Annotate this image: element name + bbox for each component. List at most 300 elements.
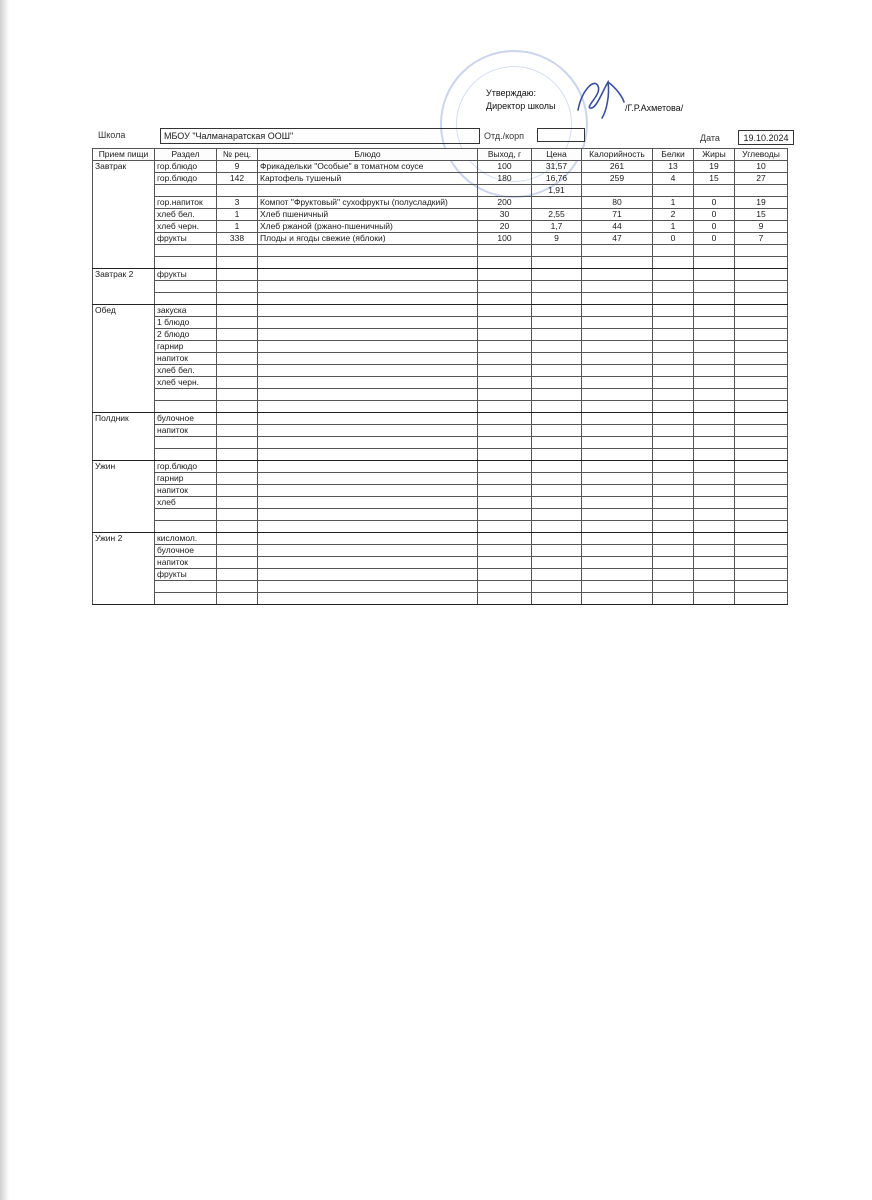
yield-cell <box>478 413 532 425</box>
table-row <box>93 437 788 449</box>
protein-cell <box>653 293 694 305</box>
fat-cell <box>694 377 735 389</box>
carbs-cell <box>735 521 788 533</box>
yield-cell <box>478 341 532 353</box>
fat-cell <box>694 509 735 521</box>
calories-cell: 259 <box>582 173 653 185</box>
menu-body <box>93 161 788 605</box>
recipe-cell <box>217 305 258 317</box>
protein-cell <box>653 305 694 317</box>
yield-cell: 100 <box>478 233 532 245</box>
scan-edge <box>0 0 9 1200</box>
section-cell: булочное <box>155 413 217 425</box>
section-cell: гор.напиток <box>155 197 217 209</box>
calories-cell <box>582 329 653 341</box>
protein-cell <box>653 269 694 281</box>
recipe-cell <box>217 449 258 461</box>
dish-cell <box>258 389 478 401</box>
carbs-cell <box>735 401 788 413</box>
calories-cell <box>582 341 653 353</box>
dish-cell <box>258 365 478 377</box>
col-header-protein: Белки <box>653 149 694 161</box>
section-cell <box>155 593 217 605</box>
price-cell <box>532 305 582 317</box>
carbs-cell <box>735 353 788 365</box>
protein-cell <box>653 281 694 293</box>
price-cell <box>532 329 582 341</box>
protein-cell: 4 <box>653 173 694 185</box>
fat-cell <box>694 569 735 581</box>
fat-cell <box>694 281 735 293</box>
price-cell: 9 <box>532 233 582 245</box>
recipe-cell <box>217 353 258 365</box>
recipe-cell <box>217 401 258 413</box>
table-row <box>93 545 788 557</box>
price-cell <box>532 317 582 329</box>
dish-cell <box>258 425 478 437</box>
protein-cell <box>653 437 694 449</box>
fat-cell <box>694 449 735 461</box>
col-header-meal: Прием пищи <box>93 149 155 161</box>
table-row <box>93 377 788 389</box>
carbs-cell <box>735 449 788 461</box>
fat-cell <box>694 341 735 353</box>
protein-cell: 1 <box>653 221 694 233</box>
yield-cell <box>478 353 532 365</box>
meal-name-cell: Завтрак 2 <box>93 269 155 305</box>
carbs-cell <box>735 365 788 377</box>
table-row <box>93 209 788 221</box>
price-cell <box>532 593 582 605</box>
date-field: 19.10.2024 <box>738 130 794 145</box>
calories-cell <box>582 377 653 389</box>
carbs-cell <box>735 581 788 593</box>
yield-cell <box>478 281 532 293</box>
yield-cell <box>478 437 532 449</box>
price-cell <box>532 557 582 569</box>
fat-cell <box>694 545 735 557</box>
price-cell <box>532 485 582 497</box>
table-row <box>93 413 788 425</box>
col-header-fat: Жиры <box>694 149 735 161</box>
fat-cell <box>694 305 735 317</box>
dish-cell <box>258 569 478 581</box>
recipe-cell <box>217 245 258 257</box>
calories-cell <box>582 485 653 497</box>
calories-cell <box>582 269 653 281</box>
dish-cell <box>258 329 478 341</box>
calories-cell <box>582 293 653 305</box>
price-cell <box>532 437 582 449</box>
yield-cell <box>478 473 532 485</box>
fat-cell: 15 <box>694 173 735 185</box>
meal-name-cell: Обед <box>93 305 155 413</box>
section-cell: фрукты <box>155 569 217 581</box>
carbs-cell <box>735 497 788 509</box>
calories-cell <box>582 581 653 593</box>
table-row <box>93 341 788 353</box>
table-row <box>93 389 788 401</box>
carbs-cell: 9 <box>735 221 788 233</box>
yield-cell <box>478 581 532 593</box>
protein-cell <box>653 473 694 485</box>
carbs-cell <box>735 305 788 317</box>
calories-cell <box>582 365 653 377</box>
recipe-cell <box>217 533 258 545</box>
recipe-cell: 3 <box>217 197 258 209</box>
calories-cell <box>582 521 653 533</box>
recipe-cell <box>217 317 258 329</box>
carbs-cell <box>735 593 788 605</box>
yield-cell <box>478 269 532 281</box>
recipe-cell <box>217 413 258 425</box>
dish-cell <box>258 437 478 449</box>
menu-table <box>92 148 788 605</box>
yield-cell <box>478 485 532 497</box>
recipe-cell: 338 <box>217 233 258 245</box>
price-cell <box>532 521 582 533</box>
calories-cell <box>582 593 653 605</box>
yield-cell <box>478 425 532 437</box>
yield-cell: 180 <box>478 173 532 185</box>
price-cell <box>532 245 582 257</box>
calories-cell: 261 <box>582 161 653 173</box>
fat-cell <box>694 269 735 281</box>
dish-cell <box>258 449 478 461</box>
dish-cell <box>258 317 478 329</box>
fat-cell <box>694 593 735 605</box>
dish-cell <box>258 581 478 593</box>
price-cell <box>532 401 582 413</box>
section-cell: хлеб черн. <box>155 377 217 389</box>
dish-cell <box>258 305 478 317</box>
calories-cell <box>582 389 653 401</box>
table-row <box>93 401 788 413</box>
table-row <box>93 593 788 605</box>
table-row <box>93 329 788 341</box>
col-header-yield: Выход, г <box>478 149 532 161</box>
carbs-cell <box>735 281 788 293</box>
calories-cell <box>582 425 653 437</box>
carbs-cell: 10 <box>735 161 788 173</box>
section-cell: фрукты <box>155 233 217 245</box>
dish-cell <box>258 485 478 497</box>
table-row <box>93 257 788 269</box>
recipe-cell <box>217 593 258 605</box>
table-row <box>93 557 788 569</box>
yield-cell <box>478 401 532 413</box>
recipe-cell <box>217 365 258 377</box>
fat-cell <box>694 293 735 305</box>
calories-cell <box>582 281 653 293</box>
recipe-cell <box>217 569 258 581</box>
section-cell: 2 блюдо <box>155 329 217 341</box>
price-cell <box>532 425 582 437</box>
price-cell: 2,55 <box>532 209 582 221</box>
section-cell: гор.блюдо <box>155 173 217 185</box>
section-cell: хлеб <box>155 497 217 509</box>
fat-cell <box>694 365 735 377</box>
carbs-cell: 7 <box>735 233 788 245</box>
fat-cell <box>694 497 735 509</box>
calories-cell <box>582 545 653 557</box>
dish-cell <box>258 593 478 605</box>
section-cell: фрукты <box>155 269 217 281</box>
calories-cell <box>582 473 653 485</box>
price-cell <box>532 281 582 293</box>
carbs-cell: 19 <box>735 197 788 209</box>
fat-cell <box>694 581 735 593</box>
table-row <box>93 173 788 185</box>
carbs-cell <box>735 389 788 401</box>
price-cell <box>532 197 582 209</box>
section-cell: хлеб бел. <box>155 209 217 221</box>
price-cell <box>532 545 582 557</box>
section-cell: булочное <box>155 545 217 557</box>
fat-cell <box>694 245 735 257</box>
dish-cell <box>258 401 478 413</box>
yield-cell <box>478 365 532 377</box>
dish-cell <box>258 185 478 197</box>
meal-name-cell: Полдник <box>93 413 155 461</box>
recipe-cell: 1 <box>217 221 258 233</box>
carbs-cell <box>735 557 788 569</box>
calories-cell <box>582 245 653 257</box>
fat-cell <box>694 413 735 425</box>
meal-name-cell: Завтрак <box>93 161 155 269</box>
protein-cell <box>653 581 694 593</box>
price-cell: 16,76 <box>532 173 582 185</box>
fat-cell: 0 <box>694 233 735 245</box>
protein-cell <box>653 257 694 269</box>
protein-cell <box>653 545 694 557</box>
yield-cell <box>478 245 532 257</box>
table-row <box>93 281 788 293</box>
dish-cell <box>258 269 478 281</box>
dish-cell <box>258 245 478 257</box>
yield-cell <box>478 389 532 401</box>
fat-cell <box>694 329 735 341</box>
section-cell <box>155 449 217 461</box>
table-row <box>93 509 788 521</box>
protein-cell <box>653 461 694 473</box>
table-row <box>93 497 788 509</box>
recipe-cell <box>217 341 258 353</box>
fat-cell <box>694 461 735 473</box>
carbs-cell <box>735 245 788 257</box>
section-cell: кисломол. <box>155 533 217 545</box>
protein-cell: 1 <box>653 197 694 209</box>
protein-cell <box>653 341 694 353</box>
recipe-cell <box>217 185 258 197</box>
dept-label: Отд./корп <box>484 131 524 141</box>
col-header-section: Раздел <box>155 149 217 161</box>
recipe-cell <box>217 461 258 473</box>
yield-cell: 200 <box>478 197 532 209</box>
table-row <box>93 365 788 377</box>
yield-cell <box>478 377 532 389</box>
protein-cell <box>653 185 694 197</box>
protein-cell <box>653 377 694 389</box>
price-cell <box>532 293 582 305</box>
carbs-cell <box>735 485 788 497</box>
table-header-row <box>93 149 788 161</box>
table-row <box>93 353 788 365</box>
table-row <box>93 317 788 329</box>
dish-cell: Плоды и ягоды свежие (яблоки) <box>258 233 478 245</box>
protein-cell <box>653 389 694 401</box>
table-row <box>93 269 788 281</box>
table-row <box>93 161 788 173</box>
recipe-cell <box>217 281 258 293</box>
table-row <box>93 581 788 593</box>
dish-cell <box>258 497 478 509</box>
recipe-cell <box>217 545 258 557</box>
table-row <box>93 449 788 461</box>
approval-title: Утверждаю: <box>486 88 537 98</box>
protein-cell <box>653 353 694 365</box>
calories-cell: 71 <box>582 209 653 221</box>
protein-cell <box>653 497 694 509</box>
fat-cell <box>694 185 735 197</box>
table-row <box>93 245 788 257</box>
price-cell <box>532 449 582 461</box>
dish-cell <box>258 281 478 293</box>
protein-cell <box>653 593 694 605</box>
carbs-cell <box>735 413 788 425</box>
price-cell <box>532 461 582 473</box>
price-cell <box>532 257 582 269</box>
fat-cell: 19 <box>694 161 735 173</box>
carbs-cell <box>735 329 788 341</box>
yield-cell <box>478 593 532 605</box>
protein-cell <box>653 569 694 581</box>
table-row <box>93 533 788 545</box>
protein-cell <box>653 557 694 569</box>
fat-cell <box>694 485 735 497</box>
recipe-cell <box>217 497 258 509</box>
recipe-cell <box>217 581 258 593</box>
section-cell: гарнир <box>155 341 217 353</box>
carbs-cell <box>735 377 788 389</box>
recipe-cell: 9 <box>217 161 258 173</box>
calories-cell <box>582 401 653 413</box>
dish-cell <box>258 293 478 305</box>
fat-cell: 0 <box>694 221 735 233</box>
protein-cell <box>653 317 694 329</box>
carbs-cell <box>735 317 788 329</box>
yield-cell <box>478 257 532 269</box>
fat-cell <box>694 533 735 545</box>
col-header-calories: Калорийность <box>582 149 653 161</box>
protein-cell <box>653 533 694 545</box>
date-label: Дата <box>700 133 720 143</box>
recipe-cell <box>217 557 258 569</box>
section-cell <box>155 293 217 305</box>
fat-cell <box>694 257 735 269</box>
fat-cell <box>694 389 735 401</box>
dish-cell <box>258 533 478 545</box>
calories-cell <box>582 569 653 581</box>
protein-cell <box>653 425 694 437</box>
table-row <box>93 425 788 437</box>
dish-cell: Компот "Фруктовый" сухофрукты (полусладкий) <box>258 197 478 209</box>
fat-cell <box>694 557 735 569</box>
dish-cell <box>258 353 478 365</box>
recipe-cell <box>217 377 258 389</box>
section-cell: хлеб черн. <box>155 221 217 233</box>
price-cell <box>532 365 582 377</box>
calories-cell <box>582 413 653 425</box>
calories-cell <box>582 317 653 329</box>
calories-cell <box>582 497 653 509</box>
dish-cell <box>258 413 478 425</box>
carbs-cell <box>735 185 788 197</box>
protein-cell: 13 <box>653 161 694 173</box>
approval-position: Директор школы <box>486 101 556 111</box>
dish-cell <box>258 545 478 557</box>
fat-cell <box>694 437 735 449</box>
dish-cell <box>258 509 478 521</box>
dept-field <box>537 128 585 142</box>
section-cell <box>155 185 217 197</box>
section-cell: хлеб бел. <box>155 365 217 377</box>
section-cell <box>155 245 217 257</box>
section-cell: напиток <box>155 353 217 365</box>
yield-cell <box>478 497 532 509</box>
section-cell <box>155 281 217 293</box>
calories-cell <box>582 257 653 269</box>
fat-cell <box>694 521 735 533</box>
fat-cell <box>694 353 735 365</box>
recipe-cell <box>217 329 258 341</box>
fat-cell: 0 <box>694 197 735 209</box>
fat-cell <box>694 473 735 485</box>
carbs-cell <box>735 257 788 269</box>
dish-cell: Картофель тушеный <box>258 173 478 185</box>
recipe-cell <box>217 389 258 401</box>
table-row <box>93 461 788 473</box>
dish-cell <box>258 557 478 569</box>
calories-cell <box>582 185 653 197</box>
calories-cell: 47 <box>582 233 653 245</box>
yield-cell <box>478 461 532 473</box>
carbs-cell <box>735 545 788 557</box>
table-row <box>93 569 788 581</box>
fat-cell <box>694 317 735 329</box>
yield-cell <box>478 521 532 533</box>
recipe-cell <box>217 269 258 281</box>
dish-cell <box>258 521 478 533</box>
calories-cell <box>582 461 653 473</box>
table-row <box>93 521 788 533</box>
school-label: Школа <box>98 130 126 140</box>
section-cell: гор.блюдо <box>155 161 217 173</box>
dish-cell: Хлеб ржаной (ржано-пшеничный) <box>258 221 478 233</box>
protein-cell: 0 <box>653 233 694 245</box>
recipe-cell: 1 <box>217 209 258 221</box>
calories-cell <box>582 557 653 569</box>
carbs-cell: 27 <box>735 173 788 185</box>
price-cell <box>532 533 582 545</box>
protein-cell <box>653 521 694 533</box>
table-row <box>93 305 788 317</box>
section-cell <box>155 521 217 533</box>
section-cell <box>155 401 217 413</box>
carbs-cell <box>735 437 788 449</box>
yield-cell: 30 <box>478 209 532 221</box>
section-cell: закуска <box>155 305 217 317</box>
